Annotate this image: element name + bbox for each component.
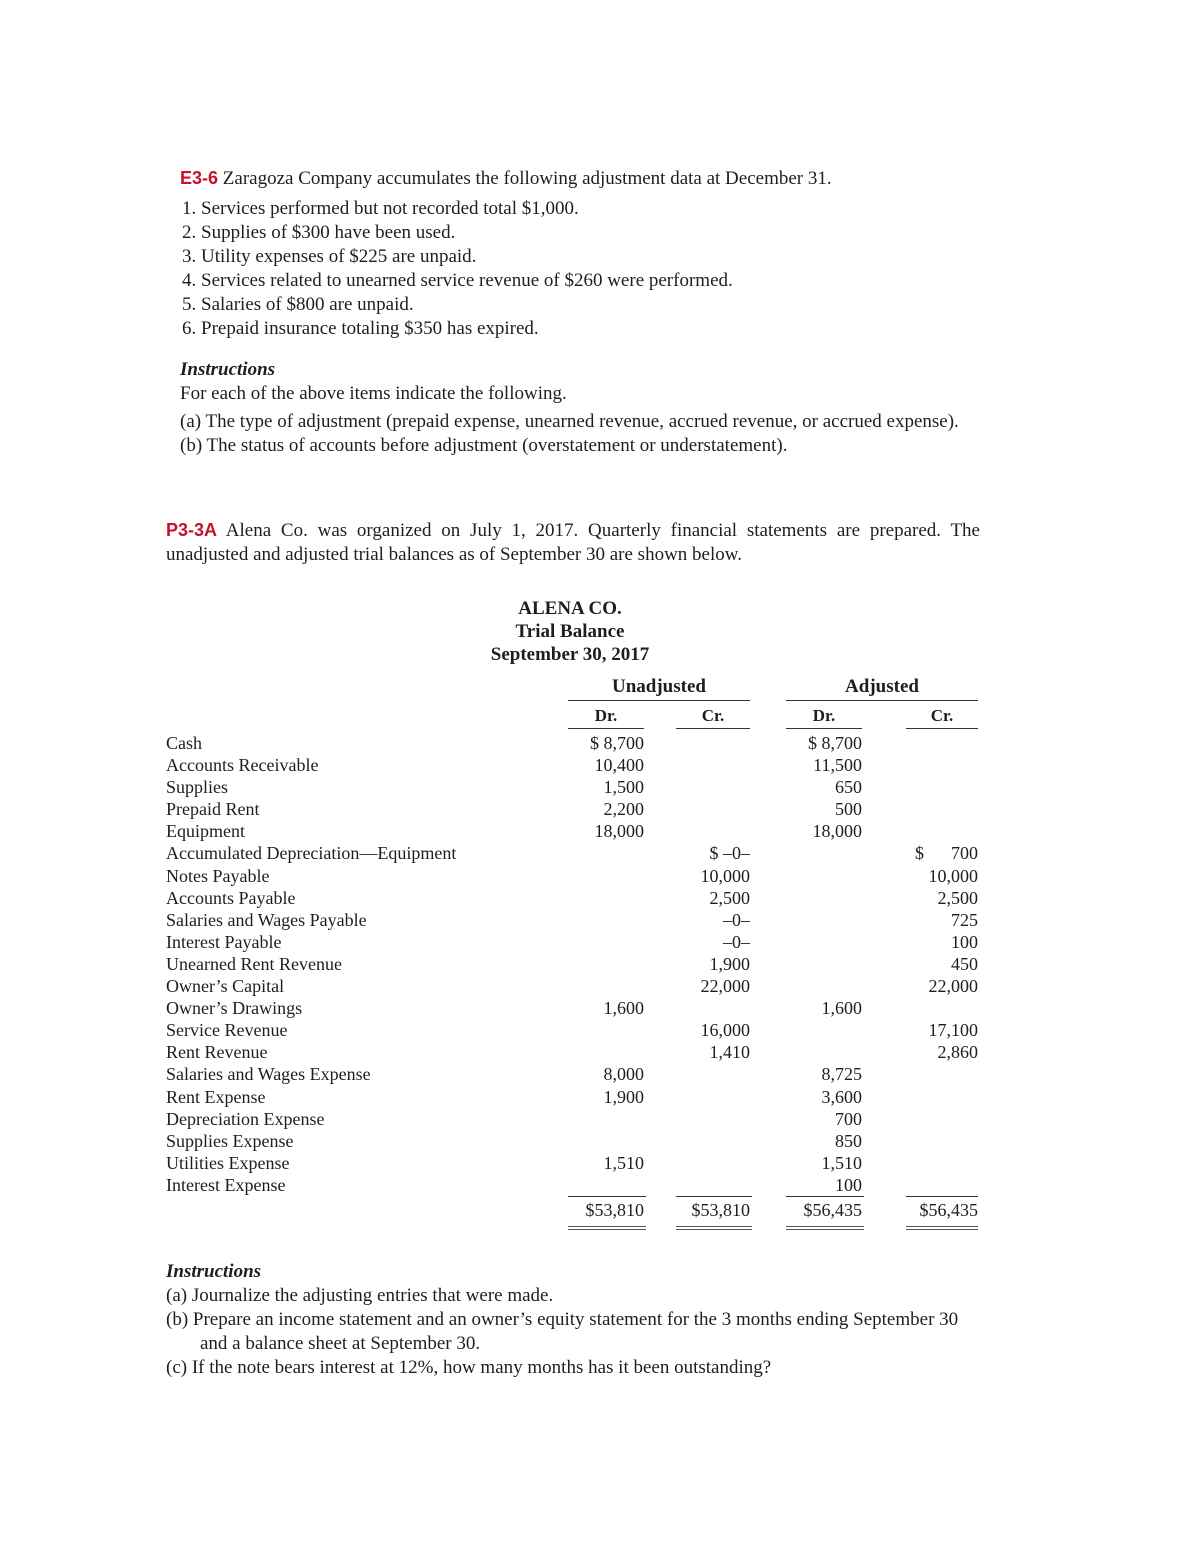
list-item: 3. Utility expenses of $225 are unpaid. — [182, 246, 477, 267]
account-name: Rent Expense — [166, 1086, 266, 1107]
unadjusted-cr-cell: 22,000 — [700, 976, 750, 997]
adjusted-cr-cell: $ 700 — [915, 843, 978, 864]
e3-6-instruction-b: (b) The status of accounts before adjustment (overstatement or understatement). — [180, 435, 788, 456]
adjusted-dr-cell: 1,510 — [821, 1152, 862, 1173]
unadjusted-cr-cell: 10,000 — [700, 865, 750, 886]
double-rule — [568, 1226, 646, 1230]
total-adjusted-cr: $56,435 — [919, 1200, 978, 1220]
adjusted-dr-cell: 3,600 — [821, 1086, 862, 1107]
total-unadjusted-dr: $53,810 — [585, 1200, 644, 1220]
problem-p3-3a-intro — [166, 518, 980, 567]
p3-3a-instruction-c: (c) If the note bears interest at 12%, how many months has it been outstanding? — [166, 1357, 772, 1378]
adjusted-cr-cell: 2,860 — [937, 1042, 978, 1063]
adjusted-dr-cell: 650 — [835, 777, 862, 798]
adjusted-dr-cell: 11,500 — [813, 755, 862, 776]
unadjusted-cr-cell: –0– — [723, 931, 750, 952]
double-rule — [676, 1226, 752, 1230]
list-item: 5. Salaries of $800 are unpaid. — [182, 294, 414, 315]
adjusted-dr-header: Dr. — [786, 706, 862, 729]
adjusted-dr-cell: 500 — [835, 799, 862, 820]
p3-3a-id: P3-3A — [166, 520, 218, 540]
account-name: Unearned Rent Revenue — [166, 953, 342, 974]
e3-6-heading — [180, 166, 1000, 191]
total-adjusted-dr: $56,435 — [803, 1200, 862, 1220]
unadjusted-cr-cell: 16,000 — [700, 1020, 750, 1041]
unadjusted-cr-cell: 1,900 — [709, 953, 750, 974]
unadjusted-dr-cell: $ 8,700 — [590, 733, 644, 753]
account-name: Accounts Payable — [166, 887, 296, 908]
account-name: Owner’s Drawings — [166, 998, 303, 1019]
adjusted-header: Adjusted — [786, 676, 978, 701]
e3-6-instructions-intro: For each of the above items indicate the following. — [180, 383, 567, 404]
adjusted-cr-cell: 22,000 — [928, 976, 978, 997]
total-unadjusted-cr: $53,810 — [691, 1200, 750, 1220]
p3-3a-instructions — [166, 1260, 980, 1380]
account-name: Owner’s Capital — [166, 976, 285, 997]
list-item: 4. Services related to unearned service revenue of $260 were performed. — [182, 270, 733, 291]
account-name: Salaries and Wages Expense — [166, 1064, 371, 1085]
unadjusted-cr-cell: –0– — [723, 909, 750, 930]
list-item: 1. Services performed but not recorded total $1,000. — [182, 198, 579, 219]
company-name: ALENA CO. — [518, 598, 622, 619]
account-name: Utilities Expense — [166, 1152, 290, 1173]
adjusted-dr-cell: 8,725 — [821, 1064, 862, 1085]
account-name: Rent Revenue — [166, 1042, 268, 1063]
unadjusted-dr-cell: 8,000 — [603, 1064, 644, 1085]
unadjusted-dr-cell: 10,400 — [594, 755, 644, 776]
e3-6-instructions-title: Instructions — [180, 359, 276, 380]
e3-6-instruction-a: (a) The type of adjustment (prepaid expense, unearned revenue, accrued revenue, or accrued expense). — [180, 411, 959, 432]
adjusted-cr-cell: 10,000 — [928, 865, 978, 886]
unadjusted-dr-cell: 2,200 — [603, 799, 644, 820]
adjusted-cr-cell: 725 — [951, 909, 978, 930]
adjusted-dr-cell: 100 — [835, 1174, 862, 1195]
adjusted-dr-cell: $ 8,700 — [808, 733, 862, 753]
statement-title: Trial Balance — [515, 621, 625, 642]
unadjusted-cr-cell: 2,500 — [709, 887, 750, 908]
account-name: Cash — [166, 733, 202, 753]
adjusted-dr-cell: 700 — [835, 1108, 862, 1129]
adjusted-dr-cell: 850 — [835, 1130, 862, 1151]
p3-3a-instructions-title: Instructions — [166, 1261, 262, 1282]
total-rule — [906, 1196, 978, 1197]
e3-6-item-list — [180, 197, 1000, 341]
account-name: Supplies — [166, 777, 229, 798]
unadjusted-dr-cell: 1,510 — [603, 1152, 644, 1173]
unadjusted-dr-cell: 1,900 — [603, 1086, 644, 1107]
total-rule — [676, 1196, 752, 1197]
double-rule — [906, 1226, 978, 1230]
unadjusted-dr-cell: 18,000 — [594, 821, 644, 842]
adjusted-cr-cell: 17,100 — [928, 1020, 978, 1041]
account-name: Accumulated Depreciation—Equipment — [166, 843, 457, 864]
account-name: Depreciation Expense — [166, 1108, 325, 1129]
p3-3a-intro-text: Alena Co. was organized on July 1, 2017. Quarterly financial statements are prepared. The unadjusted and adjusted trial balances as of September 30 are shown below. — [166, 520, 980, 565]
account-name: Notes Payable — [166, 865, 270, 886]
e3-6-intro: Zaragoza Company accumulates the following adjustment data at December 31. — [222, 168, 832, 189]
adjusted-cr-header: Cr. — [906, 706, 978, 729]
adjusted-dr-cell: 18,000 — [812, 821, 862, 842]
unadjusted-cr-cell: 1,410 — [709, 1042, 750, 1063]
account-name: Service Revenue — [166, 1020, 288, 1041]
account-name: Prepaid Rent — [166, 799, 260, 820]
unadjusted-dr-header: Dr. — [568, 706, 644, 729]
double-rule — [786, 1226, 864, 1230]
statement-date: September 30, 2017 — [490, 644, 650, 665]
unadjusted-header: Unadjusted — [568, 676, 750, 701]
account-name: Salaries and Wages Payable — [166, 909, 367, 930]
unadjusted-cr-header: Cr. — [676, 706, 750, 729]
p3-3a-instruction-b: (b) Prepare an income statement and an owner’s equity statement for the 3 months ending September 30 and a balance sheet at September 30. — [166, 1309, 959, 1354]
list-item: 6. Prepaid insurance totaling $350 has expired. — [182, 318, 539, 339]
adjusted-cr-cell: 100 — [951, 931, 978, 952]
e3-6-id: E3-6 — [180, 168, 219, 188]
account-name: Accounts Receivable — [166, 755, 319, 776]
e3-6-instructions — [180, 358, 1000, 458]
unadjusted-dr-cell: 1,600 — [603, 998, 644, 1019]
unadjusted-cr-cell: $ –0– — [709, 843, 750, 864]
total-rule — [568, 1196, 646, 1197]
adjusted-dr-cell: 1,600 — [821, 998, 862, 1019]
account-name: Supplies Expense — [166, 1130, 294, 1151]
account-name: Interest Payable — [166, 931, 282, 952]
account-name: Interest Expense — [166, 1174, 286, 1195]
unadjusted-dr-cell: 1,500 — [603, 777, 644, 798]
adjusted-cr-cell: 450 — [951, 953, 978, 974]
list-item: 2. Supplies of $300 have been used. — [182, 222, 456, 243]
account-name: Equipment — [166, 821, 245, 842]
adjusted-cr-cell: 2,500 — [937, 887, 978, 908]
exercise-e3-6 — [180, 166, 1000, 341]
trial-balance-title-block — [470, 597, 670, 666]
p3-3a-instruction-a: (a) Journalize the adjusting entries that were made. — [166, 1285, 554, 1306]
total-rule — [786, 1196, 864, 1197]
